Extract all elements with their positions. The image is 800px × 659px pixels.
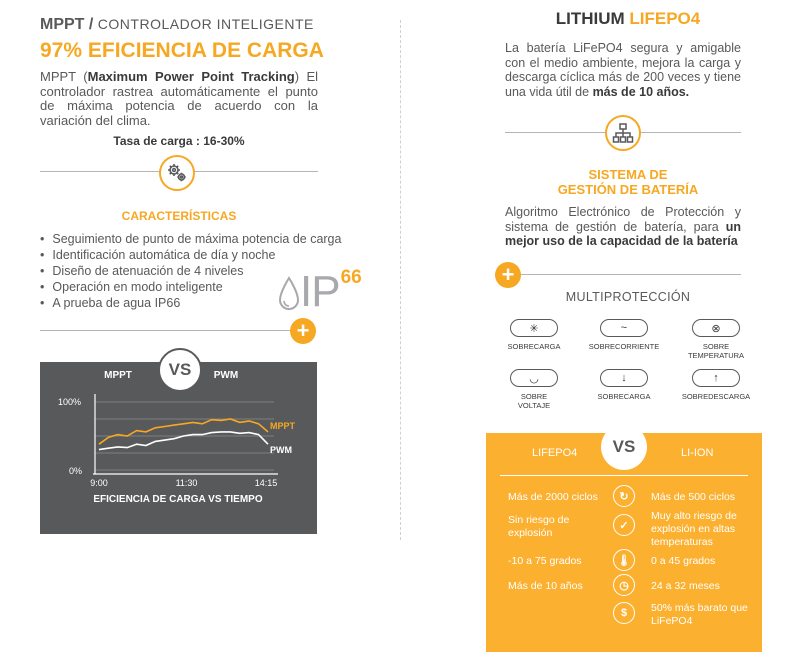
mppt-title: [40, 16, 314, 34]
cmp-right-price: 50% más barato que LiFePO4: [651, 602, 748, 627]
protection-icon: ⊗: [692, 319, 740, 337]
cmp-header-liion: LI-ION: [681, 447, 714, 459]
protection-icon: ↓: [600, 369, 648, 387]
check-icon: ✓: [613, 514, 635, 536]
comparison-divider: [500, 475, 748, 476]
bms-desc-bold: un mejor uso de la capacidad de la batería: [505, 219, 741, 248]
cmp-header-lifepo4: LIFEPO4: [532, 447, 578, 459]
thermometer-icon: 🌡: [613, 549, 635, 571]
multiprotection-title: MULTIPROTECCIÓN: [565, 290, 691, 304]
vs-badge: VS: [158, 348, 202, 392]
protection-label: SOBREDESCARGA: [681, 392, 751, 401]
protection-overtemperature: [670, 319, 762, 360]
features-title: CARACTERÍSTICAS: [121, 209, 237, 223]
list-item: • Operación en modo inteligente: [40, 279, 341, 295]
bms-desc-text: Algoritmo Electrónico de Protección y sistema de gestión de batería, para: [505, 205, 741, 234]
desc-prefix: MPPT (: [40, 69, 88, 84]
protection-overcharge: [488, 319, 580, 351]
network-icon: [605, 115, 641, 151]
column-divider: [400, 20, 401, 540]
desc-suffix: ) El controlador rastrea automáticamente el punto de máxima potencia de acuerdo con la variación del clima.: [40, 69, 318, 128]
protection-overcurrent: [578, 319, 670, 351]
cmp-left-life: Más de 10 años: [508, 580, 583, 592]
cmp-left-cycles: Más de 2000 ciclos: [508, 491, 598, 503]
protection-icon: ✳: [510, 319, 558, 337]
protection-label: SOBRECARGA: [507, 342, 561, 351]
chart-legend-pwm: PWM: [270, 445, 292, 456]
list-item: • A prueba de agua IP66: [40, 295, 341, 311]
chart-header-mppt: MPPT: [104, 370, 132, 381]
charge-rate: Tasa de carga : 16-30%: [113, 134, 245, 148]
chart-series-pwm: [99, 432, 268, 450]
chart-x-tick-label: 14:15: [254, 478, 278, 488]
chart-series-mppt: [99, 419, 268, 444]
bms-title-line1: SISTEMA DE: [588, 167, 668, 182]
bms-description: [505, 205, 741, 249]
cmp-right-explosion: Muy alto riesgo de explosión en altas temperaturas: [651, 510, 737, 548]
chart-x-tick-label: 11:30: [175, 478, 198, 488]
cmp-left-temp: -10 a 75 grados: [508, 555, 582, 567]
mppt-label: MPPT /: [40, 16, 94, 33]
plus-icon: +: [495, 262, 521, 288]
ip-number: 66: [340, 267, 362, 288]
cmp-right-cycles: Más de 500 ciclos: [651, 491, 736, 503]
calendar-icon: ◷: [613, 574, 635, 596]
list-item: • Identificación automática de día y noche: [40, 247, 341, 263]
protection-label: SOBRECARGA: [597, 392, 651, 401]
chart-y-tick-label: 100%: [58, 397, 82, 407]
protection-overdischarge: [670, 369, 762, 401]
chart-title: EFICIENCIA DE CARGA VS TIEMPO: [93, 494, 263, 505]
bms-title: [490, 167, 766, 197]
cmp-right-temp: 0 a 45 grados: [651, 555, 716, 567]
plus-icon: +: [290, 318, 316, 344]
mppt-description: [40, 70, 318, 128]
protection-overvoltage: [488, 369, 580, 410]
lithium-description: [505, 41, 741, 99]
protection-overcharge-2: [578, 369, 670, 401]
lithium-title: [490, 9, 766, 29]
lithium-title-b: LIFEPO4: [629, 9, 701, 28]
water-drop-icon: [278, 276, 300, 312]
protection-icon: ◡: [510, 369, 558, 387]
lithium-title-a: LITHIUM: [555, 9, 630, 28]
mppt-subtitle: CONTROLADOR INTELIGENTE: [97, 16, 314, 32]
protection-icon: ~: [600, 319, 648, 337]
dollar-icon: $: [613, 602, 635, 624]
divider-line: [40, 330, 300, 331]
lith-desc-text: La batería LiFePO4 segura y amigable con el medio ambiente, mejora la carga y descarga cíclica más de 200 veces y tiene una vida útil de: [505, 41, 741, 99]
cycle-icon: ↻: [613, 485, 635, 507]
protection-label: SOBRE TEMPERATURA: [687, 342, 745, 360]
protection-label: SOBRECORRIENTE: [588, 342, 660, 351]
protection-label: SOBRE VOLTAJE: [517, 392, 551, 410]
chart-legend-mppt: MPPT: [270, 420, 296, 431]
gears-icon: [159, 155, 195, 191]
ip66-badge: [278, 267, 362, 316]
list-item: • Diseño de atenuación de 4 niveles: [40, 263, 341, 279]
lith-desc-bold: más de 10 años.: [592, 84, 690, 99]
vs-badge: VS: [601, 424, 647, 470]
chart-x-tick-label: 9:00: [90, 478, 108, 488]
bms-title-line2: GESTIÓN DE BATERÍA: [557, 182, 699, 197]
list-item: • Seguimiento de punto de máxima potencia de carga: [40, 231, 341, 247]
divider-line: [505, 274, 741, 275]
efficiency-title: 97% EFICIENCIA DE CARGA: [40, 39, 324, 62]
chart-y-tick-label: 0%: [69, 466, 83, 476]
ip-text: IP: [300, 267, 340, 316]
chart-header-pwm: PWM: [213, 370, 239, 381]
desc-bold: Maximum Power Point Tracking: [87, 69, 295, 84]
cmp-left-explosion: Sin riesgo de explosión: [508, 514, 570, 539]
protection-icon: ↑: [692, 369, 740, 387]
cmp-right-life: 24 a 32 meses: [651, 580, 720, 592]
